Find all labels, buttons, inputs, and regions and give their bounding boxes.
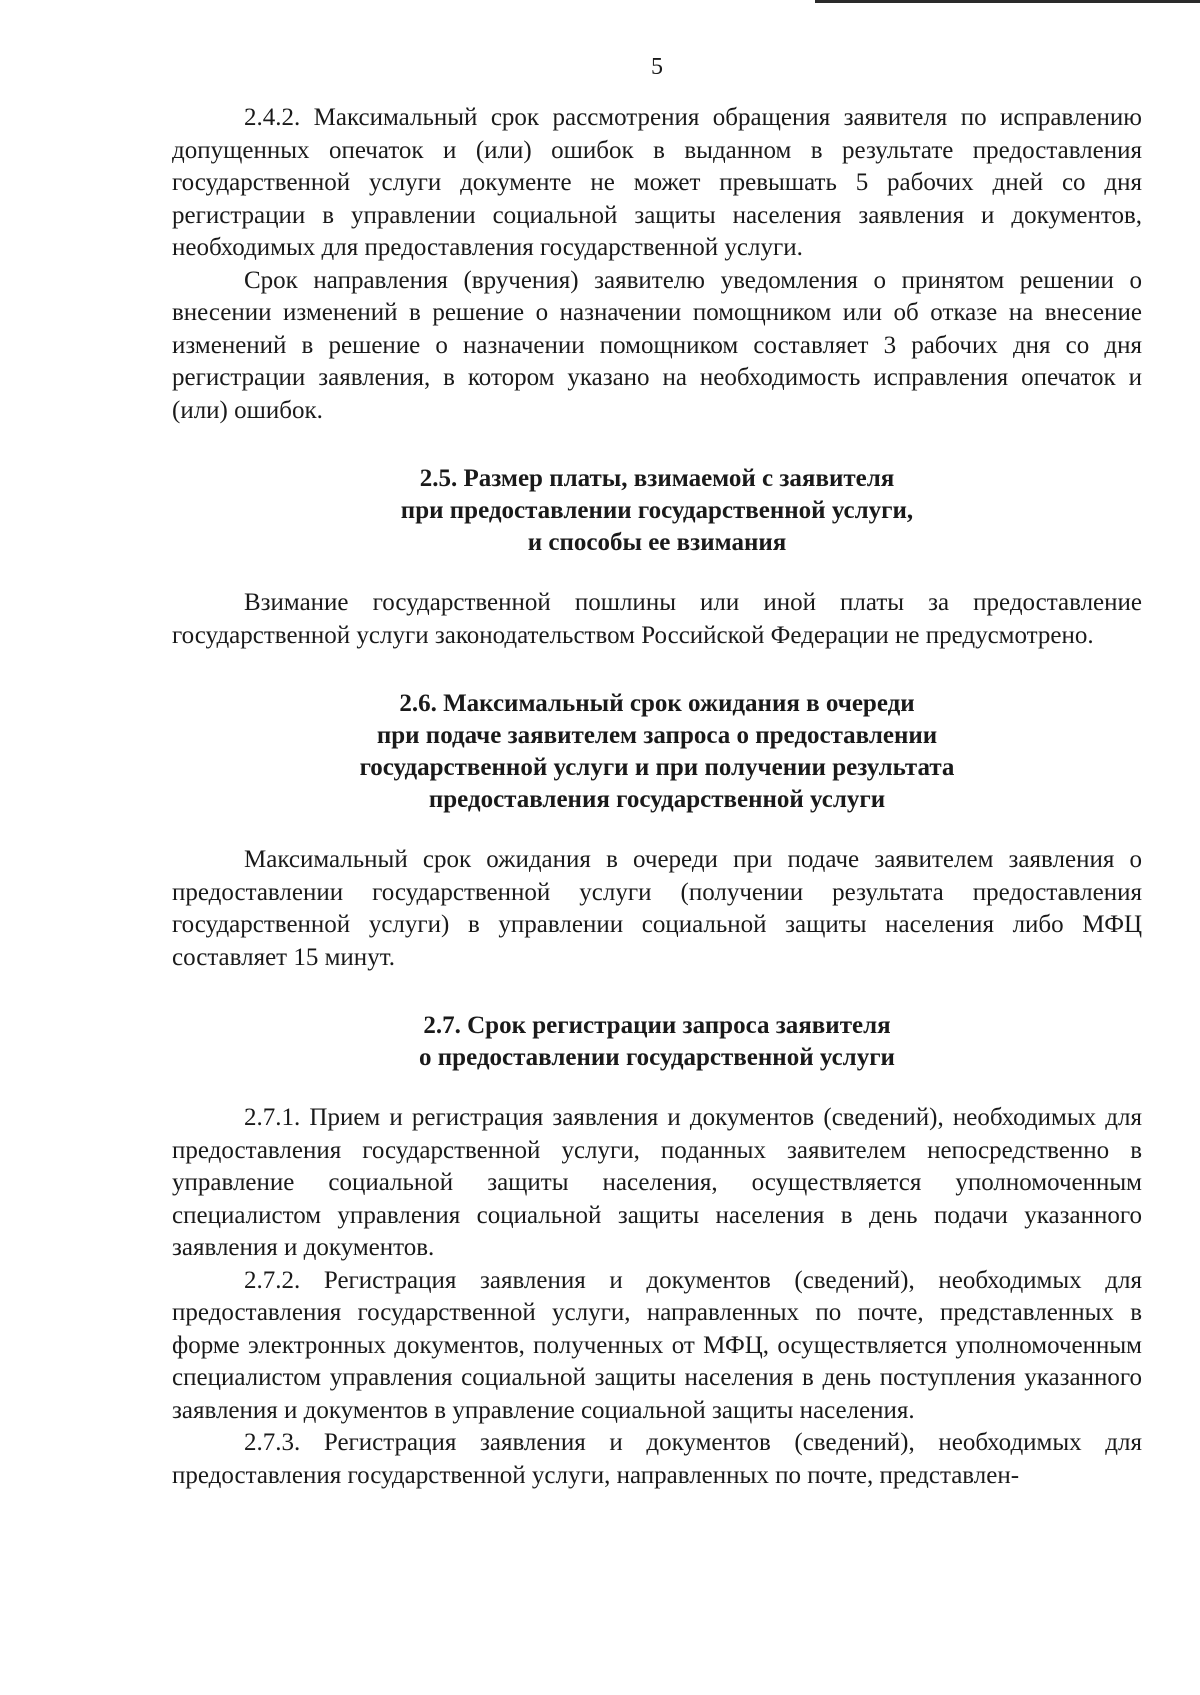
paragraph-2-4-2: 2.4.2. Максимальный срок рассмотрения обращения заявителя по исправлению допущенных опечаток и (или) ошибок в выданном в результате предоставления государственной услуги документе не может превышать 5 рабочих дней со дня регистрации в управлении социальной защиты населения заявления и документов, необходимых для предоставления государственной услуги. [172,104,1142,261]
paragraph-2-4-2-notice: Срок направления (вручения) заявителю уведомления о принятом решении о внесении изменений в решение о назначении помощником или об отказе на внесение изменений в решение о назначении помощником составляет 3 рабочих дня со дня регистрации заявления, в котором указано на необходимость исправления опечаток и (или) ошибок. [172,266,1142,424]
paragraph-2-6: Максимальный срок ожидания в очереди при подаче заявителем заявления о предоставлении государственной услуги (получении результата предоставления государственной услуги) в управлении социальной защиты населения либо МФЦ составляет 15 минут. [172,846,1142,971]
heading-2-6-line-4: предоставления государственной услуги [428,786,886,813]
document-page [172,52,1142,1492]
heading-2-6-line-3: государственной услуги и при получении результата [359,754,955,781]
page-number: 5 [651,54,663,80]
heading-2-5-line-3: и способы ее взимания [527,529,787,556]
paragraph-2-7-2: 2.7.2. Регистрация заявления и документов (сведений), необходимых для предоставления государственной услуги, направленных по почте, представленных в форме электронных документов, полученных от МФЦ, осуществляется уполномоченным специалистом управления социальной защиты населения в день поступления указанного заявления и документов в управление социальной защиты населения. [172,1266,1142,1424]
heading-2-6-line-2: при подаче заявителем запроса о предоставлении [376,722,938,749]
heading-2-5-line-1: 2.5. Размер платы, взимаемой с заявителя [419,465,895,492]
heading-2-7 [172,1010,1142,1074]
heading-2-6 [172,688,1142,816]
paragraph-2-7-1: 2.7.1. Прием и регистрация заявления и документов (сведений), необходимых для предоставления государственной услуги, поданных заявителем непосредственно в управление социальной защиты населения, осуществляется уполномоченным специалистом управления социальной защиты населения в день подачи указанного заявления и документов. [172,1104,1142,1261]
top-rule [815,0,1200,3]
heading-2-7-line-2: о предоставлении государственной услуги [419,1044,895,1071]
paragraph-2-5: Взимание государственной пошлины или иной платы за предоставление государственной услуги законодательством Российской Федерации не предусмотрено. [172,589,1142,649]
heading-2-6-line-1: 2.6. Максимальный срок ожидания в очереди [399,690,915,717]
heading-2-5 [172,463,1142,559]
paragraph-2-7-3: 2.7.3. Регистрация заявления и документов (сведений), необходимых для предоставления государственной услуги, направленных по почте, представлен- [172,1429,1142,1489]
heading-2-5-line-2: при предоставлении государственной услуги, [400,497,914,524]
heading-2-7-line-1: 2.7. Срок регистрации запроса заявителя [423,1012,891,1039]
